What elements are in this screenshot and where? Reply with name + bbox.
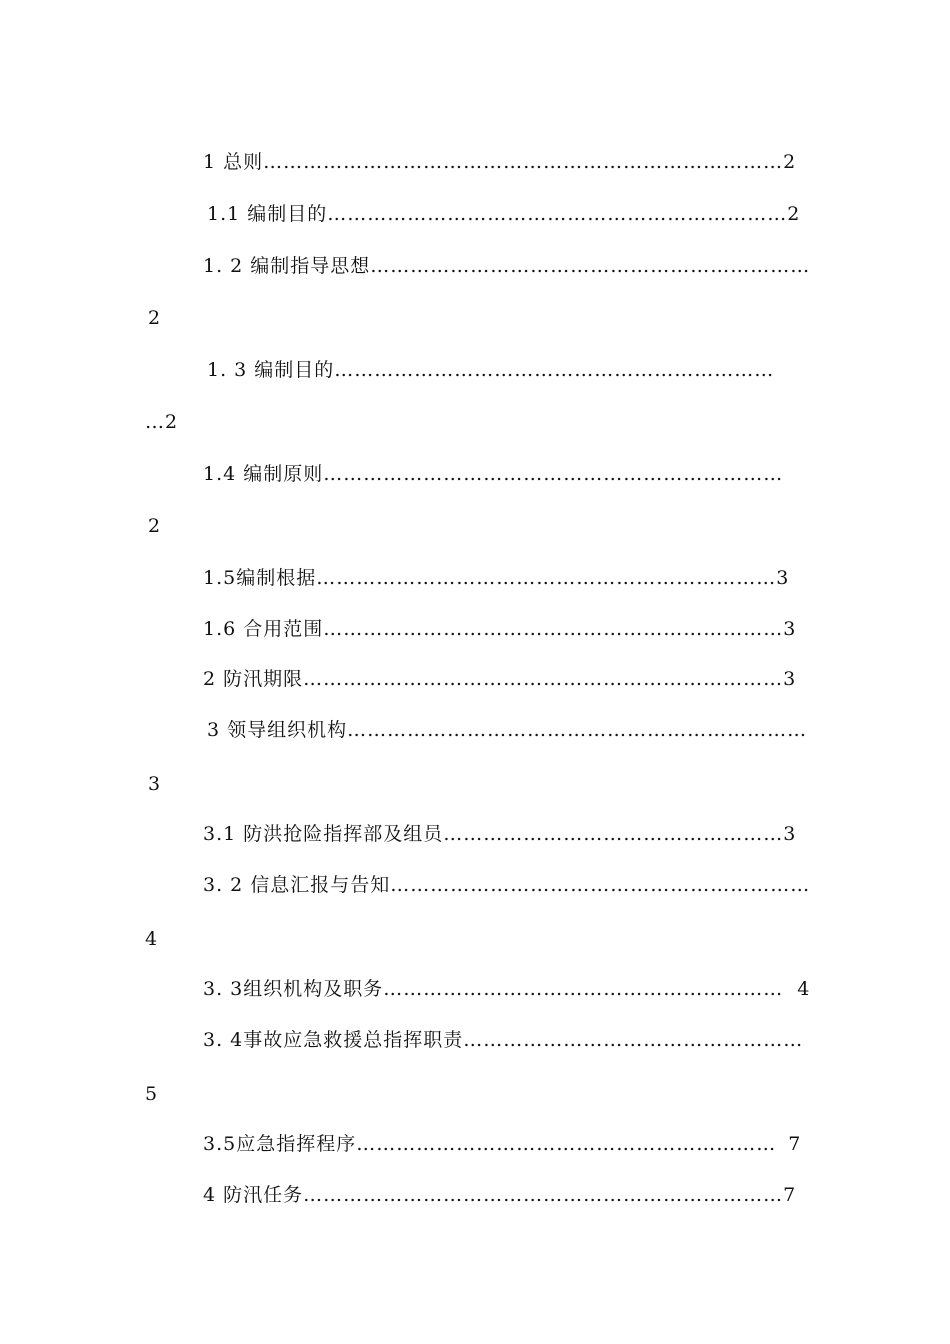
toc-page-number: 2 (165, 411, 179, 433)
toc-entry-continuation (145, 1082, 158, 1106)
toc-page-number: 7 (783, 1184, 797, 1206)
toc-entry-continuation (145, 927, 158, 951)
toc-page-number: 2 (787, 203, 801, 225)
toc-entry-label: 3. 4事故应急救援总指挥职责 (203, 1029, 464, 1051)
toc-entry (203, 566, 789, 590)
toc-entry-label: 1. 2 编制指导思想 (203, 255, 371, 277)
toc-leader-dots: ………………………………………………………… (370, 255, 811, 277)
toc-entry (203, 254, 810, 278)
toc-entry (203, 1132, 801, 1156)
toc-entry-label: 1.1 编制目的 (207, 203, 328, 225)
toc-leader-dots: …………………………………………………………… (347, 719, 808, 741)
toc-entry-label: 1.6 合用范围 (203, 618, 324, 640)
toc-page-number: 2 (148, 515, 162, 537)
toc-entry-label: 1.4 编制原则 (203, 463, 324, 485)
toc-entry-label: 3. 3组织机构及职务 (203, 978, 384, 1000)
toc-page-number: 7 (788, 1133, 802, 1155)
toc-entry (207, 358, 774, 382)
toc-entry (203, 977, 810, 1001)
toc-page-number: 3 (783, 823, 797, 845)
toc-leader-dots: …………………………………………………………… (323, 463, 784, 485)
toc-entry-label: 3.5应急指挥程序 (203, 1133, 357, 1155)
toc-entry-label: 2 防汛期限 (203, 668, 304, 690)
toc-page-number: 2 (148, 307, 162, 329)
toc-entry-label: 3.1 防洪抢险指挥部及组员 (203, 823, 444, 845)
toc-leader-dots: ……………………………………………………………… (303, 668, 784, 690)
toc-page-number: 3 (776, 567, 790, 589)
toc-leader-dots: ………………………………………………………… (334, 359, 775, 381)
toc-leader-dots: …………………………………………………………… (327, 203, 788, 225)
toc-page-number: 2 (783, 151, 797, 173)
toc-entry-label: 1 总则 (203, 151, 264, 173)
toc-leader-dots: … (145, 411, 165, 433)
toc-entry-label: 4 防汛任务 (203, 1184, 304, 1206)
toc-entry (203, 617, 796, 641)
toc-entry-label: 1. 3 编制目的 (207, 359, 335, 381)
toc-entry (203, 1183, 796, 1207)
toc-entry (203, 1028, 803, 1052)
toc-entry (207, 202, 800, 226)
toc-leader-dots: …………………………………………………………………… (263, 151, 784, 173)
toc-entry (207, 718, 807, 742)
toc-leader-dots: …………………………………………………………… (323, 618, 784, 640)
toc-leader-dots: ……………………………………………………… (390, 874, 811, 896)
toc-leader-dots: …………………………………………… (443, 823, 784, 845)
toc-entry-label: 3. 2 信息汇报与告知 (203, 874, 391, 896)
toc-entry-label: 1.5编制根据 (203, 567, 317, 589)
toc-leader-dots: …………………………………………………… (383, 978, 784, 1000)
toc-entry (203, 462, 783, 486)
toc-entry-label: 3 领导组织机构 (207, 719, 348, 741)
toc-page-number: 4 (145, 928, 159, 950)
toc-leader-dots: ……………………………………………………………… (303, 1184, 784, 1206)
toc-page-number: 3 (148, 773, 162, 795)
toc-entry-continuation (148, 306, 161, 330)
toc-entry (203, 822, 796, 846)
toc-entry-continuation (148, 772, 161, 796)
toc-entry-continuation (145, 410, 178, 434)
toc-leader-dots: ……………………………………………………… (356, 1133, 777, 1155)
toc-entry-continuation (148, 514, 161, 538)
toc-leader-dots: …………………………………………………………… (316, 567, 777, 589)
toc-entry (203, 667, 796, 691)
toc-leader-dots: …………………………………………… (463, 1029, 804, 1051)
toc-page-number: 3 (783, 618, 797, 640)
toc-page-number: 4 (797, 978, 811, 1000)
toc-entry (203, 150, 796, 174)
toc-entry (203, 873, 810, 897)
toc-page-number: 5 (145, 1083, 159, 1105)
toc-page-number: 3 (783, 668, 797, 690)
